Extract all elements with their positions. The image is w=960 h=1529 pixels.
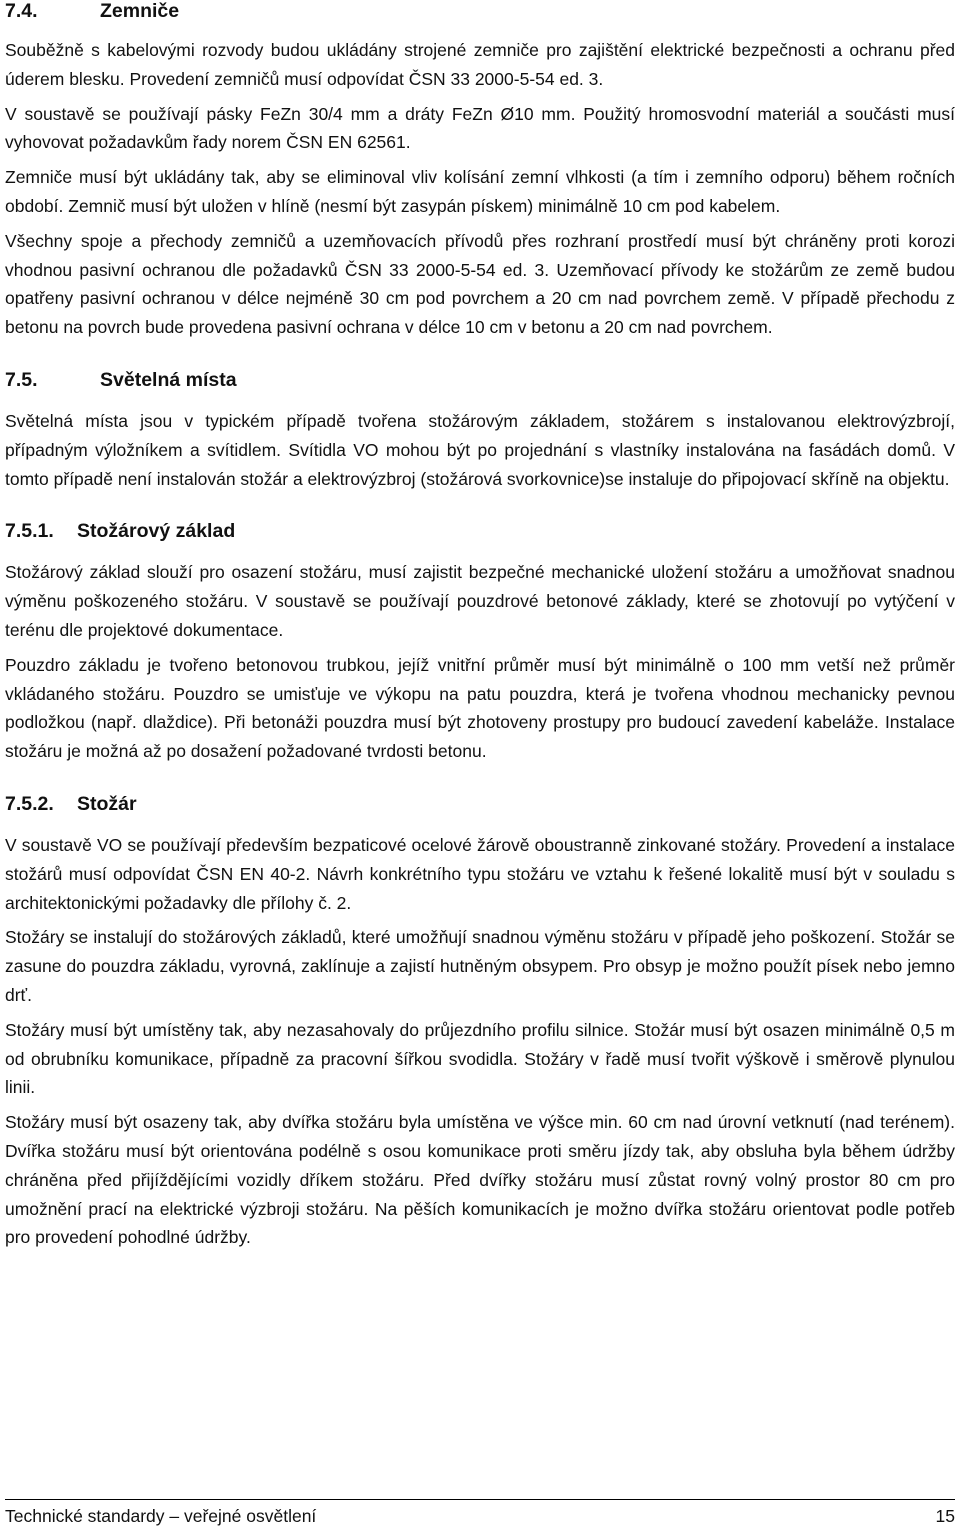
section-title: Stožárový základ <box>77 520 236 543</box>
paragraph: Souběžně s kabelovými rozvody budou ukládány strojené zemniče pro zajištění elektrické bezpečnosti a ochranu před úderem blesku. Provedení zemničů musí odpovídat ČSN 33 2000-5-54 ed. 3. <box>5 40 955 89</box>
paragraph: V soustavě VO se používají především bezpaticové ocelové žárově oboustranně zinkované stožáry. Provedení a instalace stožárů musí odpovídat ČSN EN 40-2. Návrh konkrétního typu stožáru ve vztahu k řešené lokalitě musí být v souladu s architektonickými požadavky dle přílohy č. 2. <box>5 834 955 913</box>
paragraph: Všechny spoje a přechody zemničů a uzemňovacích přívodů přes rozhraní prostředí musí být chráněny proti korozi vhodnou pasivní ochranou dle požadavků ČSN 33 2000-5-54 ed. 3. Uzemňovací přívody ke stožárům ze země budou opatřeny pasivní ochranou v délce nejméně 30 cm pod povrchem a 20 cm nad povrchem země. V případě přechodu z betonu na povrch bude provedena pasivní ochrana v délce 10 cm v betonu a 20 cm nad povrchem. <box>5 230 955 338</box>
page-number: 15 <box>935 1506 955 1526</box>
section-heading-7-4 <box>5 0 955 24</box>
section-heading-7-5 <box>5 367 955 393</box>
paragraph: V soustavě se používají pásky FeZn 30/4 mm a dráty FeZn Ø10 mm. Použitý hromosvodní materiál a součásti musí vyhovovat požadavkům řady norem ČSN EN 62561. <box>5 103 955 153</box>
section-heading-7-5-1 <box>5 518 955 544</box>
paragraph: Stožáry se instalují do stožárových základů, které umožňují snadnou výměnu stožáru v případě jeho poškození. Stožár se zasune do pouzdra základu, vyrovná, zaklínuje a zajistí hutněným obsypem. Pro obsyp je možno použít písek nebo jemno drť. <box>5 927 955 1005</box>
section-number: 7.4. <box>5 0 38 22</box>
section-title: Světelná místa <box>100 368 237 391</box>
paragraph: Stožárový základ slouží pro osazení stožáru, musí zajistit bezpečné mechanické uložení stožáru a umožňovat snadnou výměnu poškozeného stožáru. V soustavě se používají pouzdrové betonové základy, které se zhotovují po vytýčení v terénu dle projektové dokumentace. <box>5 562 955 640</box>
section-number: 7.5.2. <box>5 792 54 815</box>
section-heading-7-5-2 <box>5 791 955 817</box>
section-number: 7.5.1. <box>5 520 54 543</box>
section-number: 7.5. <box>5 368 38 391</box>
paragraph: Stožáry musí být osazeny tak, aby dvířka stožáru byla umístěna ve výšce min. 60 cm nad úrovní vetknutí (nad terénem). Dvířka stožáru musí být orientována podélně s osou komunikace proti směru jízdy tak, aby obsluha byla během údržby chráněna před přijíždějícími vozidly dříkem stožáru. Před dvířky stožáru musí zůstat rovný volný prostor 80 cm pro umožnění prací na elektrické výzbroji stožáru. Na pěších komunikacích je možno dvířka stožáru orientovat podle potřeb pro provedení pohodlné údržby. <box>5 1112 955 1248</box>
paragraph: Pouzdro základu je tvořeno betonovou trubkou, jejíž vnitřní průměr musí být minimálně o 100 mm vetší než průměr vkládaného stožáru. Pouzdro se umisťuje ve výkopu na patu pouzdra, která je tvořena vhodnou mechanicky pevnou podložkou (např. dlaždice). Při betonáži pouzdra musí být zhotoveny prostupy pro budoucí zavedení kabeláže. Instalace stožáru je možná až po dosažení požadované tvrdosti betonu. <box>5 654 955 762</box>
document-page <box>5 0 955 1252</box>
paragraph: Zemniče musí být ukládány tak, aby se eliminoval vliv kolísání zemní vlhkosti (a tím i zemního odporu) během ročních období. Zemnič musí být uložen v hlíně (nesmí být zasypán pískem) minimálně 10 cm pod kabelem. <box>5 167 955 216</box>
paragraph: Světelná místa jsou v typickém případě tvořena stožárovým základem, stožárem s instalovanou elektrovýzbrojí, případným výložníkem a svítidlem. Svítidla VO mohou být po projednání s vlastníky instalována na fasádách domů. V tomto případě není instalován stožár a elektrovýzbroj (stožárová svorkovnice)se instaluje do připojovací skříně na objektu. <box>5 410 955 489</box>
page-footer <box>5 1499 955 1529</box>
section-title: Zemniče <box>100 0 180 22</box>
section-title: Stožár <box>77 792 137 815</box>
footer-title: Technické standardy – veřejné osvětlení <box>5 1506 317 1526</box>
paragraph: Stožáry musí být umístěny tak, aby nezasahovaly do průjezdního profilu silnice. Stožár musí být osazen minimálně 0,5 m od obrubníku komunikace, případně za pracovní šířkou svodidla. Stožáry v řadě musí tvořit výškově i směrově plynulou linii. <box>5 1019 955 1098</box>
